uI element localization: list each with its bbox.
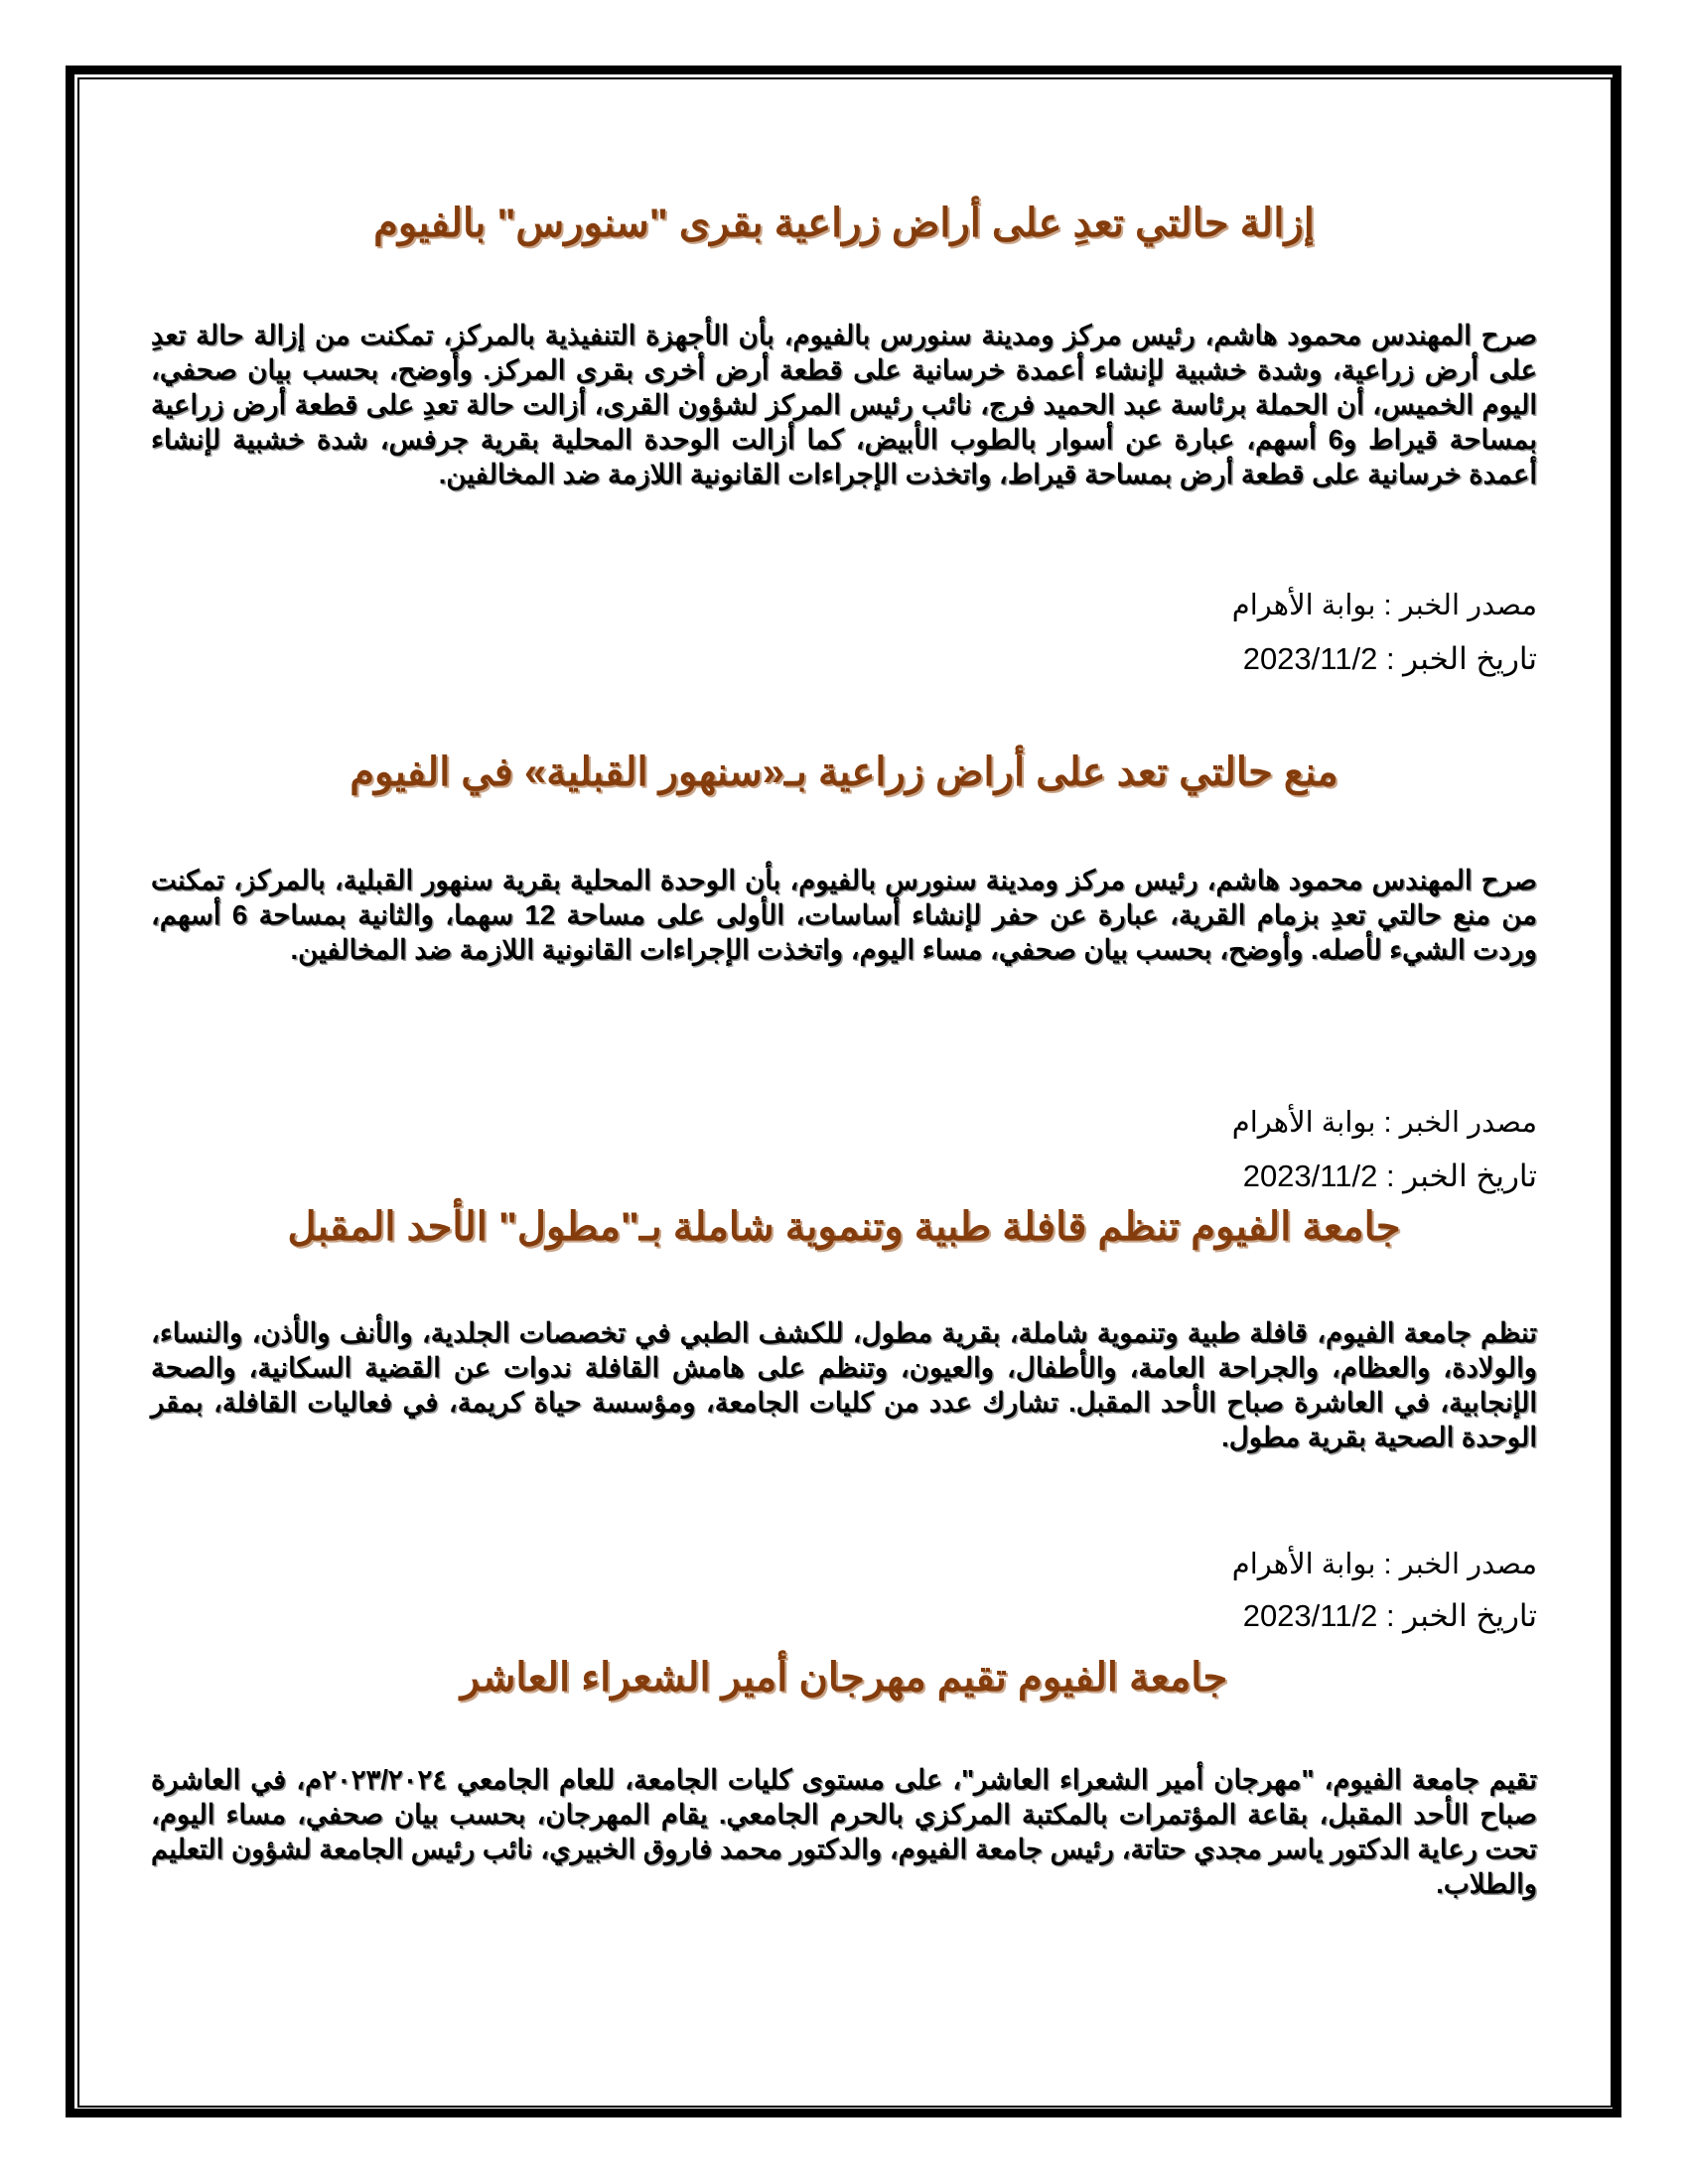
date-value: 2023/11/2	[1242, 1159, 1378, 1193]
article-date	[1243, 1598, 1537, 1634]
date-label: تاريخ الخبر	[1403, 1159, 1537, 1193]
date-value: 2023/11/2	[1242, 641, 1378, 676]
source-separator: :	[1375, 590, 1400, 621]
article-body: تنظم جامعة الفيوم، قافلة طبية وتنموية شاملة، بقرية مطول، للكشف الطبي في تخصصات الجلدية، والأنف والأذن، والنساء، والولادة، والعظام، والجراحة العامة، والأطفال، والعيون، وتنظم على هامش القافلة ندوات عن القضية السكانية، والصحة الإنجابية، في العاشرة صباح الأحد المقبل. تشارك عدد من كليات الجامعة، ومؤسسة حياة كريمة، في فعاليات القافلة، بمقر الوحدة الصحية بقرية مطول.	[151, 1317, 1537, 1452]
source-value: بوابة الأهرام	[1231, 1549, 1376, 1580]
source-value: بوابة الأهرام	[1231, 590, 1376, 621]
article-body: صرح المهندس محمود هاشم، رئيس مركز ومدينة سنورس بالفيوم، بأن الوحدة المحلية بقرية سنهور القبلية، بالمركز، تمكنت من منع حالتي تعدِ بزمام القرية، عبارة عن حفر لإنشاء أساسات، الأولى على مساحة 12 سهما، والثانية بمساحة 6 أسهم، وردت الشيء لأصله. وأوضح، بحسب بيان صحفي، مساء اليوم، واتخذت الإجراءات القانونية اللازمة ضد المخالفين.	[151, 865, 1537, 965]
source-separator: :	[1375, 1549, 1400, 1580]
source-label: مصدر الخبر	[1399, 590, 1537, 621]
article-title: جامعة الفيوم تنظم قافلة طبية وتنموية شاملة بـ"مطول" الأحد المقبل	[287, 1205, 1401, 1249]
article-title: منع حالتي تعد على أراض زراعية بـ«سنهور القبلية» في الفيوم	[350, 751, 1338, 794]
source-value: بوابة الأهرام	[1231, 1107, 1376, 1139]
date-separator: :	[1377, 1159, 1404, 1193]
article-source	[1232, 1547, 1537, 1582]
date-label: تاريخ الخبر	[1403, 1598, 1537, 1633]
date-value: 2023/11/2	[1242, 1598, 1378, 1633]
article-date	[1243, 641, 1537, 677]
article-title: جامعة الفيوم تقيم مهرجان أمير الشعراء العاشر	[460, 1656, 1228, 1700]
source-label: مصدر الخبر	[1399, 1549, 1537, 1580]
article-source	[1232, 1105, 1537, 1141]
source-label: مصدر الخبر	[1399, 1107, 1537, 1139]
date-separator: :	[1377, 641, 1404, 676]
source-separator: :	[1375, 1107, 1400, 1139]
article-title: إزالة حالتي تعدِ على أراض زراعية بقرى "سنورس" بالفيوم	[373, 202, 1315, 245]
date-label: تاريخ الخبر	[1403, 641, 1537, 676]
article-body: صرح المهندس محمود هاشم، رئيس مركز ومدينة سنورس بالفيوم، بأن الأجهزة التنفيذية بالمركز، تمكنت من إزالة حالة تعدِ على أرض زراعية، وشدة خشبية لإنشاء أعمدة خرسانية على قطعة أرض أخرى بقرى المركز. وأوضح، بحسب بيان صحفي، اليوم الخميس، أن الحملة برئاسة عبد الحميد فرج، نائب رئيس المركز لشؤون القرى، أزالت حالة تعدِ على قطعة أرض زراعية بمساحة قيراط و6 أسهم، عبارة عن أسوار بالطوب الأبيض، كما أزالت الوحدة المحلية بقرية جرفس، شدة خشبية لإنشاء أعمدة خرسانية على قطعة أرض بمساحة قيراط، واتخذت الإجراءات القانونية اللازمة ضد المخالفين.	[151, 320, 1537, 489]
article-body: تقيم جامعة الفيوم، "مهرجان أمير الشعراء العاشر"، على مستوى كليات الجامعة، للعام الجامعي ٢٠٢٣/٢٠٢٤م، في العاشرة صباح الأحد المقبل، بقاعة المؤتمرات بالمكتبة المركزي بالحرم الجامعي. يقام المهرجان، بحسب بيان صحفي، مساء اليوم، تحت رعاية الدكتور ياسر مجدي حتاتة، رئيس جامعة الفيوم، والدكتور محمد فاروق الخبيري، نائب رئيس الجامعة لشؤون التعليم والطلاب.	[151, 1764, 1537, 1899]
article-date	[1243, 1159, 1537, 1194]
date-separator: :	[1377, 1598, 1404, 1633]
article-source	[1232, 588, 1537, 623]
